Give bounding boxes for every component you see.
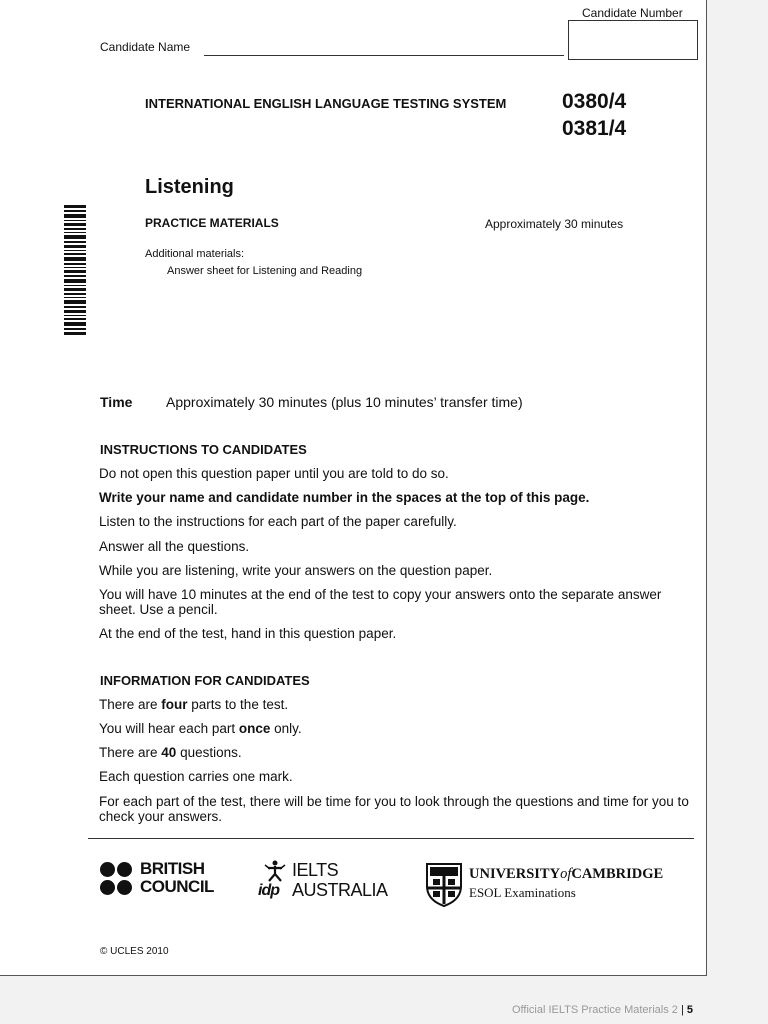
testing-system-title: INTERNATIONAL ENGLISH LANGUAGE TESTING SYSTEM — [145, 96, 507, 111]
instruction-line: While you are listening, write your answers on the question paper. — [99, 563, 493, 578]
divider — [88, 838, 694, 839]
information-line: There are four parts to the test. — [99, 697, 289, 712]
british-council-logo: BRITISH COUNCIL — [100, 860, 230, 900]
instructions-heading: INSTRUCTIONS TO CANDIDATES — [100, 442, 307, 457]
exam-code-secondary: 0381/4 — [562, 117, 627, 140]
information-heading: INFORMATION FOR CANDIDATES — [100, 673, 310, 688]
instruction-line-bold: Write your name and candidate number in the spaces at the top of this page. — [99, 490, 590, 505]
candidate-name-field[interactable] — [204, 55, 564, 56]
instruction-line: Do not open this question paper until you are told to do so. — [99, 466, 449, 481]
candidate-number-label: Candidate Number — [582, 6, 683, 20]
ielts-figure-icon — [262, 860, 288, 882]
cambridge-shield-icon — [425, 862, 463, 908]
answer-sheet-note: Answer sheet for Listening and Reading — [167, 265, 363, 277]
information-line: You will hear each part once only. — [99, 721, 302, 736]
idp-mark: idp — [258, 882, 279, 899]
instruction-line: Answer all the questions. — [99, 539, 250, 554]
instruction-line: Listen to the instructions for each part of the paper carefully. — [99, 514, 457, 529]
candidate-number-box[interactable] — [568, 20, 698, 60]
candidate-name-label: Candidate Name — [100, 40, 191, 54]
information-line: Each question carries one mark. — [99, 769, 293, 784]
time-text: Approximately 30 minutes (plus 10 minutes’ transfer time) — [166, 394, 523, 410]
instruction-line: At the end of the test, hand in this question paper. — [99, 626, 397, 641]
additional-materials-label: Additional materials: — [145, 248, 245, 260]
page-number: 5 — [686, 1004, 693, 1016]
instruction-line: You will have 10 minutes at the end of the test to copy your answers onto the separate answer sheet. Use a pencil. — [99, 587, 662, 617]
time-label: Time — [100, 394, 133, 410]
barcode-icon — [64, 205, 86, 338]
ielts-australia-logo: idp IELTS AUSTRALIA — [258, 860, 388, 900]
duration-label: Approximately 30 minutes — [485, 217, 624, 231]
information-line: There are 40 questions. — [99, 745, 242, 760]
exam-code-primary: 0380/4 — [562, 90, 627, 113]
practice-materials-label: PRACTICE MATERIALS — [145, 216, 279, 230]
subject-title: Listening — [145, 176, 234, 198]
copyright-text: © UCLES 2010 — [100, 946, 169, 957]
british-council-dots-icon — [100, 862, 134, 896]
cambridge-esol-logo: UNIVERSITYofCAMBRIDGE ESOL Examinations — [425, 862, 695, 910]
page-footer: Official IELTS Practice Materials 2 | 5 — [512, 1004, 693, 1016]
information-line: For each part of the test, there will be time for you to look through the questions and time for you to check your answers. — [99, 794, 689, 824]
